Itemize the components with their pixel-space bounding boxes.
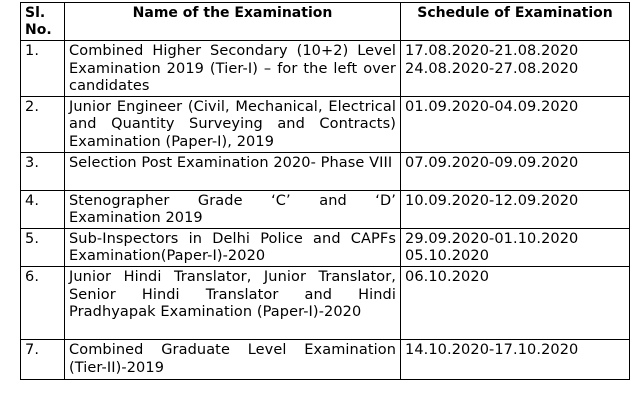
- row-sl-no: 2.: [21, 96, 65, 152]
- schedule-date: 14.10.2020-17.10.2020: [405, 341, 579, 358]
- row-sl-no: 5.: [21, 228, 65, 266]
- table-row: [21, 41, 630, 97]
- header-sl-no: Sl. No.: [21, 3, 65, 41]
- header-schedule: Schedule of Examination: [401, 3, 630, 41]
- table-row: [21, 339, 630, 379]
- row-examination-name: Combined Graduate Level Examination (Tier-II)-2019: [65, 339, 401, 379]
- schedule-date: 24.08.2020-27.08.2020: [405, 60, 579, 77]
- row-sl-no: 7.: [21, 339, 65, 379]
- row-sl-no: 1.: [21, 41, 65, 97]
- row-examination-name: Junior Hindi Translator, Junior Translator, Senior Hindi Translator and Hindi Pradhyapak Examination (Paper-I)-2020: [65, 266, 401, 339]
- row-schedule: [401, 228, 630, 266]
- examination-schedule-table: [20, 2, 630, 380]
- table-row: [21, 228, 630, 266]
- row-schedule: [401, 152, 630, 190]
- row-sl-no: 4.: [21, 190, 65, 228]
- row-schedule: [401, 190, 630, 228]
- table-row: [21, 190, 630, 228]
- row-sl-no: 6.: [21, 266, 65, 339]
- row-sl-no: 3.: [21, 152, 65, 190]
- table-row: [21, 266, 630, 339]
- row-schedule: [401, 339, 630, 379]
- row-examination-name: Selection Post Examination 2020- Phase VIII: [65, 152, 401, 190]
- row-schedule: [401, 41, 630, 97]
- schedule-date: 05.10.2020: [405, 248, 490, 265]
- schedule-date: 07.09.2020-09.09.2020: [405, 154, 579, 171]
- table-row: [21, 96, 630, 152]
- row-examination-name: Junior Engineer (Civil, Mechanical, Electrical and Quantity Surveying and Contracts) Examination (Paper-I), 2019: [65, 96, 401, 152]
- schedule-date: 29.09.2020-01.10.2020: [405, 230, 579, 247]
- table-header-row: [21, 3, 630, 41]
- schedule-date: 10.09.2020-12.09.2020: [405, 192, 579, 209]
- row-examination-name: Combined Higher Secondary (10+2) Level Examination 2019 (Tier-I) – for the left over candidates: [65, 41, 401, 97]
- row-schedule: [401, 96, 630, 152]
- schedule-date: 17.08.2020-21.08.2020: [405, 43, 579, 59]
- schedule-date: 01.09.2020-04.09.2020: [405, 98, 579, 115]
- header-examination-name: Name of the Examination: [65, 3, 401, 41]
- row-examination-name: Stenographer Grade ‘C’ and ‘D’ Examination 2019: [65, 190, 401, 228]
- row-examination-name: Sub-Inspectors in Delhi Police and CAPFs Examination(Paper-I)-2020: [65, 228, 401, 266]
- schedule-date: 06.10.2020: [405, 268, 490, 285]
- row-schedule: [401, 266, 630, 339]
- table-row: [21, 152, 630, 190]
